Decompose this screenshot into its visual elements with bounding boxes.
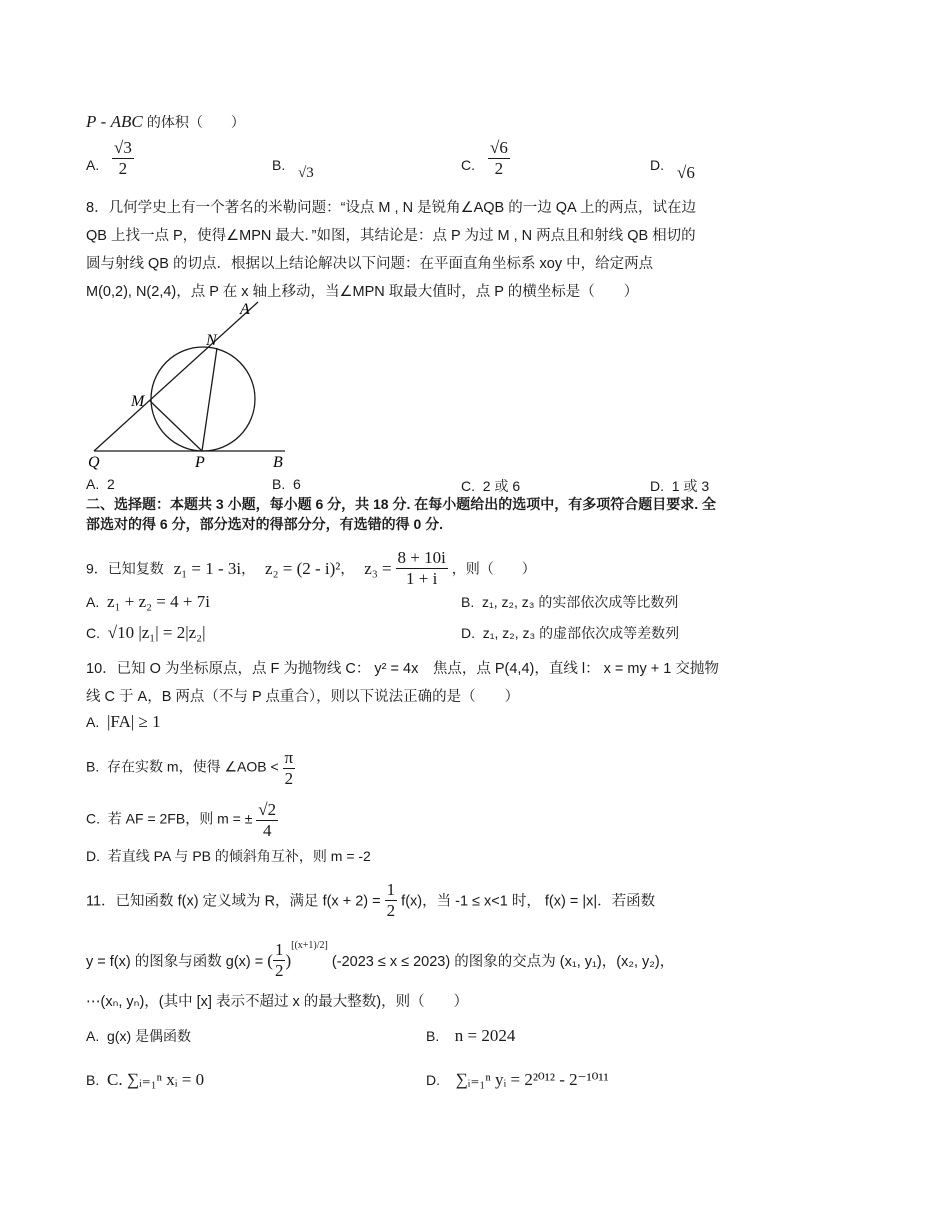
- q11-line-2: y = f(x) 的图象与函数 g(x) = ( $\frac{1}{2}$ )[(x+1)/2] (-2023 ≤ x ≤ 2023) 的图象的交点为 (x₁, y₁)，(x₂, y₂)，: [86, 940, 675, 980]
- q10-line-2: 线 C 于 A，B 两点（不与 P 点重合），则以下说法正确的是（ ）: [86, 689, 520, 705]
- q11-option-a: A. g(x) 是偶函数: [86, 1028, 192, 1044]
- q11-option-c: B. C. ∑ᵢ₌₁ⁿ xᵢ = 0: [86, 1070, 205, 1089]
- q8-option-b: B. 6: [272, 476, 301, 492]
- label-n: N: [206, 332, 217, 349]
- q9-option-d: D. z₁, z₂, z₃ 的虚部依次成等差数列: [461, 625, 680, 641]
- q8-line-3: 圆与射线 QB 的切点．根据以上结论解决以下问题：在平面直角坐标系 xoy 中，给定两点: [86, 256, 654, 272]
- tangent-circle: [151, 347, 255, 451]
- q9-option-a: A. z₁ + z₂ = 4 + 7i: [86, 592, 210, 611]
- q9-stem: 9．已知复数 z₁ = 1 - 3i， z₂ = (2 - i)²， z₃ = $\frac{8 + 10i}{1 + i}$ ，则（ ）: [86, 548, 536, 588]
- q8-line-4: M(0,2), N(2,4)，点 P 在 x 轴上移动，当∠MPN 取最大值时，点 P 的横坐标是（ ）: [86, 284, 639, 300]
- label-b: B: [273, 454, 283, 471]
- miller-problem-figure: [80, 296, 300, 476]
- q8-line-2: QB 上找一点 P，使得∠MPN 最大．”如图，其结论是：点 P 为过 M , N 两点且和射线 QB 相切的: [86, 228, 696, 244]
- q8-option-a: A. 2: [86, 476, 115, 492]
- q9-option-b: B. z₁, z₂, z₃ 的实部依次成等比数列: [461, 594, 679, 610]
- q9-option-c: C. √10 |z₁| = 2|z₂|: [86, 623, 206, 642]
- label-p: P: [195, 454, 205, 471]
- ray-qa: [94, 302, 258, 451]
- q8-option-c: C. 2 或 6: [461, 478, 521, 494]
- q10-option-d: D. 若直线 PA 与 PB 的倾斜角互补，则 m = -2: [86, 848, 371, 864]
- section-2-heading-line-2: 部选对的得 6 分，部分选对的得部分分，有选错的得 0 分.: [86, 516, 444, 532]
- q7-stem-tail: P - ABC 的体积（ ）: [86, 112, 245, 131]
- q7-option-c-value: $\frac{√6}{2}$: [490, 138, 508, 178]
- segment-np: [202, 348, 217, 451]
- q10-option-c: C. 若 AF = 2FB，则 m = ± $\frac{√2}{4}$: [86, 800, 277, 840]
- q7-option-a-label: A.: [86, 157, 100, 173]
- q7-option-b-label: B.: [272, 157, 286, 173]
- q11-option-d: D. ∑ᵢ₌₁ⁿ yᵢ = 2²⁰¹² - 2⁻¹⁰¹¹: [426, 1070, 609, 1089]
- q11-line-3: ⋯(xₙ, yₙ)，(其中 [x] 表示不超过 x 的最大整数)，则（ ）: [86, 994, 469, 1010]
- q10-line-1: 10．已知 O 为坐标原点，点 F 为抛物线 C： y² = 4x 焦点，点 P(4,4)，直线 l： x = my + 1 交抛物: [86, 661, 719, 677]
- label-q: Q: [88, 454, 100, 471]
- q10-option-b: B. 存在实数 m，使得 ∠AOB < $\frac{\pi}{2}$: [86, 748, 294, 788]
- q11-option-b: B. n = 2024: [426, 1026, 516, 1045]
- q7-option-b-value: √3: [298, 165, 314, 181]
- q7-option-c-label: C.: [461, 157, 475, 173]
- q7-option-d-value: √6: [677, 163, 695, 182]
- q7-option-d-label: D.: [650, 157, 664, 173]
- q10-option-a: A. |FA| ≥ 1: [86, 712, 161, 731]
- section-2-heading-line-1: 二、选择题：本题共 3 小题，每小题 6 分，共 18 分. 在每小题给出的选项中，有多项符合题目要求. 全: [86, 496, 717, 512]
- q11-line-1: 11．已知函数 f(x) 定义域为 R，满足 f(x + 2) = $\frac{1}{2}$ f(x)，当 -1 ≤ x<1 时， f(x) = |x|．若函数: [86, 880, 656, 920]
- q8-line-1: 8．几何学史上有一个著名的米勒问题：“设点 M , N 是锐角∠AQB 的一边 QA 上的两点，试在边: [86, 200, 696, 216]
- label-m: M: [131, 393, 145, 410]
- q7-option-a-value: $\frac{√3}{2}$: [114, 138, 132, 178]
- label-a: A: [240, 301, 250, 318]
- q8-option-d: D. 1 或 3: [650, 478, 710, 494]
